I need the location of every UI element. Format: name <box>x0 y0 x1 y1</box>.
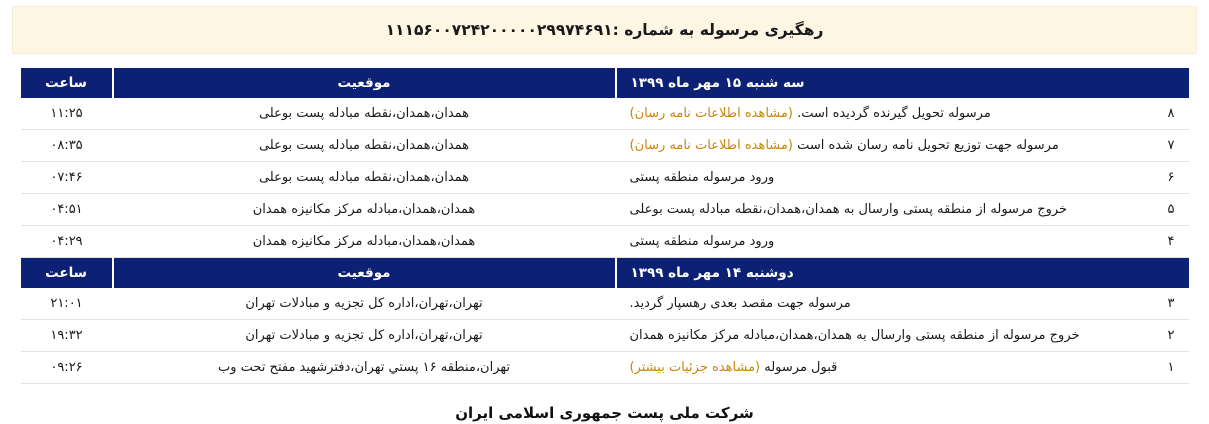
time-column-header: ساعت <box>21 258 113 289</box>
tracking-table <box>21 68 1189 384</box>
courier-info-link[interactable]: (مشاهده اطلاعات نامه رسان) <box>629 138 793 153</box>
table-row <box>21 194 1189 226</box>
event-location-cell: همدان،همدان،نقطه مبادله پست بوعلی <box>113 162 616 194</box>
event-location-cell: تهران،منطقه ۱۶ پستي تهران،دفترشهید مفتح تحت وب <box>113 352 616 384</box>
event-status-text: خروج مرسوله از منطقه پستی وارسال به همدان،همدان،نقطه مبادله پست بوعلی <box>629 202 1068 217</box>
event-location-cell: همدان،همدان،مبادله مرکز مکانیزه همدان <box>113 226 616 258</box>
table-row <box>21 98 1189 130</box>
event-time-cell: ۰۴:۲۹ <box>21 226 113 258</box>
event-status-cell <box>616 226 1189 258</box>
table-row <box>21 162 1189 194</box>
tracking-table-body <box>21 68 1189 384</box>
event-status-text: خروج مرسوله از منطقه پستی وارسال به همدان،همدان،مبادله مرکز مکانیزه همدان <box>629 328 1080 343</box>
row-number: ۱ <box>1167 360 1175 375</box>
event-status-cell <box>616 162 1189 194</box>
event-status-cell <box>616 352 1189 384</box>
event-location-cell: همدان،همدان،نقطه مبادله پست بوعلی <box>113 98 616 130</box>
event-status-text: قبول مرسوله <box>764 360 838 375</box>
event-time-cell: ۰۷:۴۶ <box>21 162 113 194</box>
row-number: ۶ <box>1167 170 1175 185</box>
table-row <box>21 352 1189 384</box>
group-header-row <box>21 68 1189 98</box>
event-time-cell: ۰۸:۳۵ <box>21 130 113 162</box>
location-column-header: موقعیت <box>113 258 616 289</box>
group-date-header: سه شنبه ۱۵ مهر ماه ۱۳۹۹ <box>616 68 1189 98</box>
event-status-text: ورود مرسوله منطقه پستی <box>629 234 775 249</box>
event-status-cell <box>616 320 1189 352</box>
group-date-header: دوشنبه ۱۴ مهر ماه ۱۳۹۹ <box>616 258 1189 289</box>
courier-info-link[interactable]: (مشاهده اطلاعات نامه رسان) <box>629 106 793 121</box>
footer-organization-name: شرکت ملی پست جمهوری اسلامی ایران <box>455 404 754 422</box>
tracking-banner <box>12 6 1197 54</box>
event-status-text: مرسوله جهت مقصد بعدی رهسپار گردید. <box>629 296 851 311</box>
group-header-row <box>21 258 1189 289</box>
event-status-cell <box>616 194 1189 226</box>
event-time-cell: ۲۱:۰۱ <box>21 288 113 320</box>
event-time-cell: ۱۹:۳۲ <box>21 320 113 352</box>
event-location-cell: همدان،همدان،نقطه مبادله پست بوعلی <box>113 130 616 162</box>
row-number: ۷ <box>1167 138 1175 153</box>
table-row <box>21 130 1189 162</box>
event-time-cell: ۰۹:۲۶ <box>21 352 113 384</box>
event-status-cell <box>616 130 1189 162</box>
row-number: ۲ <box>1167 328 1175 343</box>
more-details-link[interactable]: (مشاهده جزئیات بیشتر) <box>629 360 761 375</box>
event-status-text: مرسوله جهت توزیع تحویل نامه رسان شده است <box>797 138 1059 153</box>
row-number: ۴ <box>1167 234 1175 249</box>
time-column-header: ساعت <box>21 68 113 98</box>
event-status-text: ورود مرسوله منطقه پستی <box>629 170 775 185</box>
row-number: ۸ <box>1167 106 1175 121</box>
event-status-cell <box>616 98 1189 130</box>
event-time-cell: ۱۱:۲۵ <box>21 98 113 130</box>
event-status-text: مرسوله تحویل گیرنده گردیده است. <box>797 106 991 121</box>
location-column-header: موقعیت <box>113 68 616 98</box>
row-number: ۵ <box>1167 202 1175 217</box>
event-location-cell: تهران،تهران،اداره كل تجزیه و مبادلات تهران <box>113 320 616 352</box>
event-status-cell <box>616 288 1189 320</box>
event-location-cell: همدان،همدان،مبادله مرکز مکانیزه همدان <box>113 194 616 226</box>
row-number: ۳ <box>1167 296 1175 311</box>
tracking-number-title: رهگیری مرسوله به شماره :۱۱۱۵۶۰۰۷۲۴۲۰۰۰۰۰۲۹۹۷۴۶۹۱ <box>385 21 824 39</box>
table-row <box>21 226 1189 258</box>
table-row <box>21 288 1189 320</box>
event-time-cell: ۰۴:۵۱ <box>21 194 113 226</box>
event-location-cell: تهران،تهران،اداره كل تجزیه و مبادلات تهران <box>113 288 616 320</box>
table-row <box>21 320 1189 352</box>
